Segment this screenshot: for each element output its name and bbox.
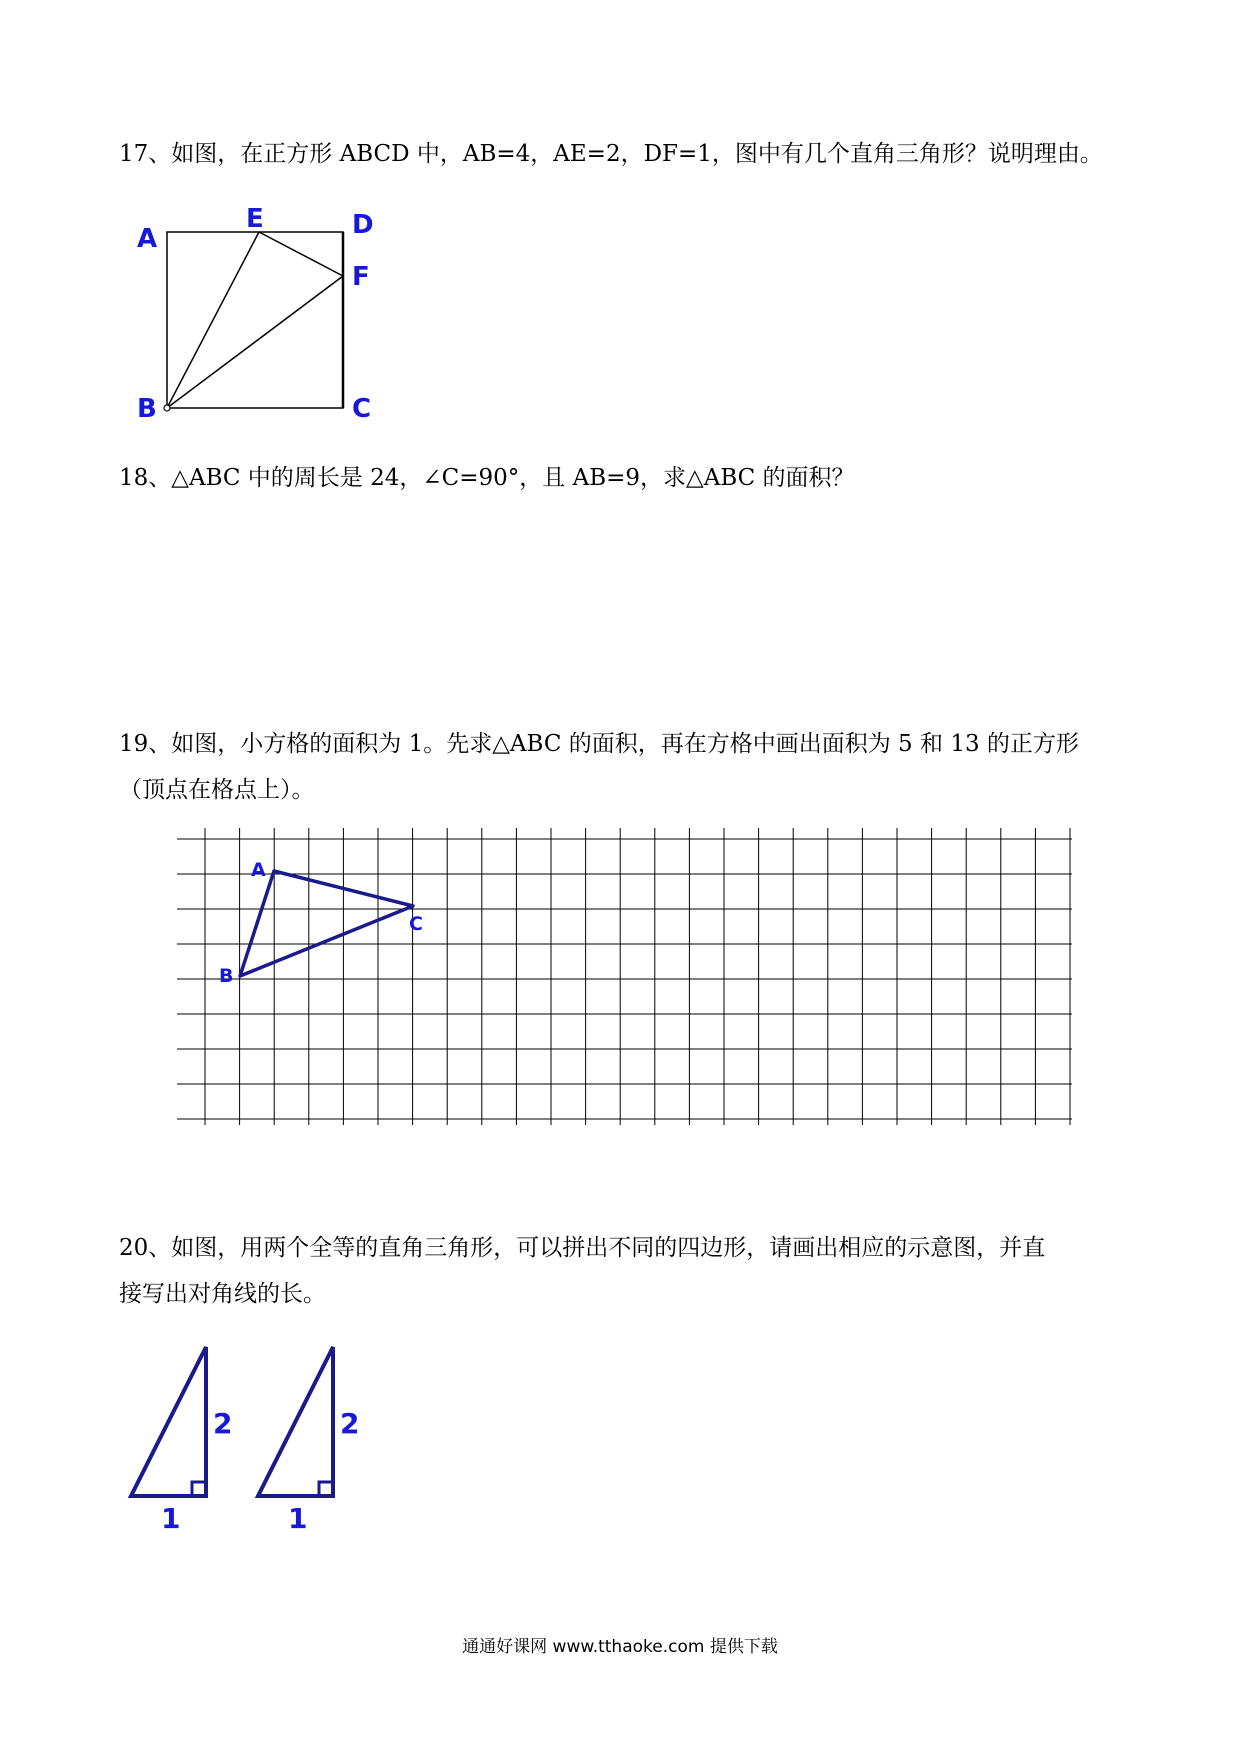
label-e: E <box>246 204 264 234</box>
page-footer: 通通好课网 www.tthaoke.com 提供下载 <box>462 1637 778 1657</box>
label-c: C <box>352 394 372 424</box>
label-a: A <box>251 859 266 881</box>
triangle-2-base-label: 1 <box>288 1502 308 1535</box>
question-20-text-line-2: 接写出对角线的长。 <box>119 1281 326 1307</box>
right-triangle-2 <box>258 1347 359 1535</box>
question-20-text-line-1: 20、如图，用两个全等的直角三角形，可以拼出不同的四边形，请画出相应的示意图，并直 <box>119 1235 1046 1261</box>
triangle-1-base-label: 1 <box>161 1502 181 1535</box>
triangle-1-height-label: 2 <box>213 1407 233 1440</box>
triangle-1-shape <box>131 1347 206 1496</box>
question-19-text-line-1: 19、如图，小方格的面积为 1。先求△ABC 的面积，再在方格中画出面积为 5 和 13 的正方形 <box>119 731 1079 757</box>
question-18-text: 18、△ABC 中的周长是 24，∠C=90°，且 AB=9，求△ABC 的面积？ <box>119 465 855 491</box>
triangle-2-height-label: 2 <box>340 1407 360 1440</box>
right-angle-mark-2 <box>319 1482 333 1496</box>
right-angle-mark-1 <box>192 1482 206 1496</box>
label-b: B <box>137 394 157 424</box>
question-17-text: 17、如图，在正方形 ABCD 中，AB=4，AE=2，DF=1，图中有几个直角三角形？说明理由。 <box>119 141 1103 167</box>
label-a: A <box>137 224 158 254</box>
label-f: F <box>352 262 370 292</box>
triangle-2-shape <box>258 1347 333 1496</box>
label-b: B <box>219 965 234 987</box>
right-triangle-1 <box>131 1347 232 1535</box>
label-c: C <box>409 913 423 935</box>
label-d: D <box>352 210 374 240</box>
question-19-text-line-2: （顶点在格点上）。 <box>119 777 315 803</box>
